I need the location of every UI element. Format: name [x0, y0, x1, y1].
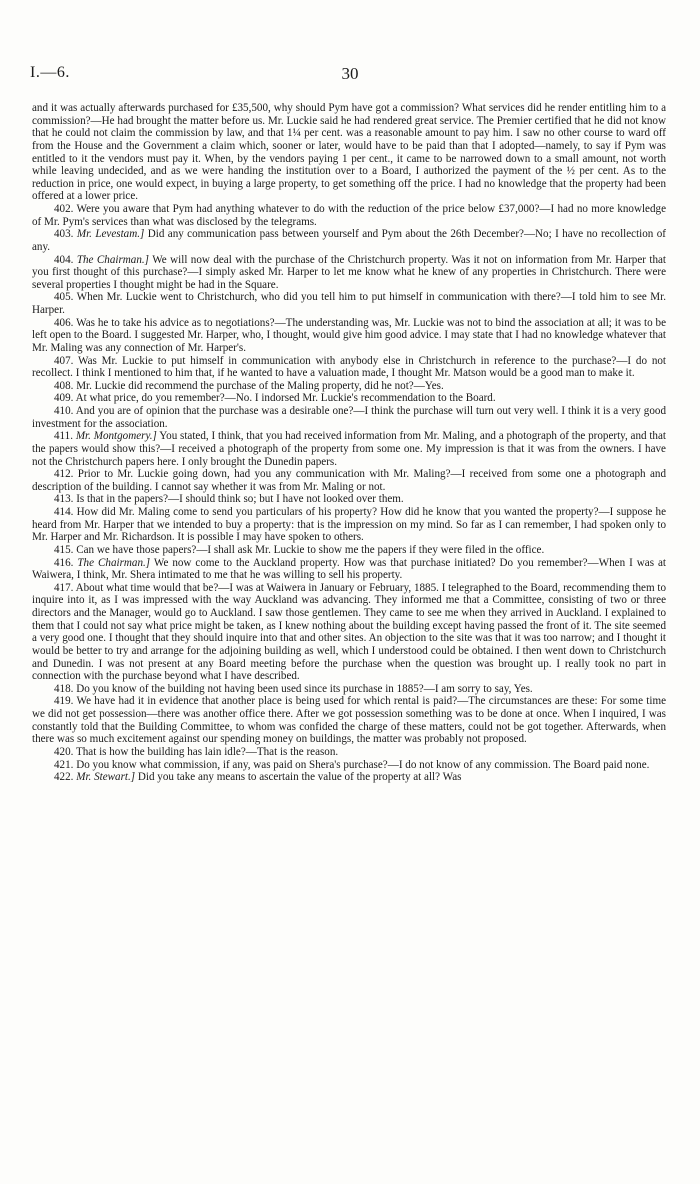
document-reference: I.—6.: [30, 64, 70, 81]
speaker-name: The Chairman.]: [76, 253, 149, 266]
document-body: [32, 102, 666, 784]
page-header: [30, 64, 670, 86]
paragraph: [32, 380, 666, 393]
page-number: 30: [341, 64, 359, 83]
paragraph-text: and it was actually afterwards purchased for £35,500, why should Pym have got a commission? What services did he render entitling him to a commission?—He had brought the matter before us. Mr. Luckie said he had rendered great service. The Premier certified that he did not know that he could not claim the commission by law, and that 1¼ per cent. was a reasonable amount to pay him. I saw no other course to ward off from the House and the Government a claim which, sooner or later, would have to be paid than that I adopted—namely, to say if Pym was entitled to it the vendors must pay it. When, by the vendors paying 1 per cent., it came to be narrowed down to a small amount, not worth while leaving undecided, and as we were handing the institution over to a Board, I authorized the payment of the ½ per cent. As to the reduction in price, one would expect, in buying a large property, to get something off the price. I had no knowledge that the property had been offered at a lower price.: [32, 102, 666, 203]
paragraph: [32, 506, 666, 544]
speaker-name: Mr. Stewart.]: [76, 771, 136, 784]
paragraph: [32, 228, 666, 253]
paragraph-text: 418. Do you know of the building not having been used since its purchase in 1885?—I am sorry to say, Yes.: [54, 682, 533, 695]
paragraph: [32, 695, 666, 746]
paragraph: [32, 392, 666, 405]
paragraph-text: 420. That is how the building has lain idle?—That is the reason.: [54, 745, 339, 758]
paragraph: [32, 557, 666, 582]
speaker-name: Mr. Levestam.]: [76, 228, 145, 241]
paragraph: [32, 203, 666, 228]
speaker-name: The Chairman.]: [77, 556, 151, 569]
paragraph: [32, 683, 666, 696]
paragraph-text: You stated, I think, that you had received information from Mr. Maling, and a photograph of the property, and that the papers would show this?—I received a photograph of the property from some one. My impression is that it was from the owners. I have not the Christchurch papers here. I only brought the Dunedin papers.: [32, 430, 666, 468]
paragraph-text: 414. How did Mr. Maling come to send you particulars of his property? How did he know that you wanted the property?—I suppose he heard from Mr. Harper that we intended to buy a property: that is the impression on my mind. So far as I can remember, I had spoken only to Mr. Harper and Mr. Richardson. It is possible I may have spoken to others.: [32, 506, 666, 544]
paragraph: [32, 102, 666, 203]
paragraph-text: 415. Can we have those papers?—I shall ask Mr. Luckie to show me the papers if they were filed in the office.: [54, 543, 545, 556]
paragraph-text: Did you take any means to ascertain the value of the property at all? Was: [137, 771, 462, 784]
paragraph-text: 408. Mr. Luckie did recommend the purchase of the Maling property, did he not?—Yes.: [54, 379, 444, 392]
question-number: 416.: [54, 556, 74, 569]
paragraph-text: 410. And you are of opinion that the purchase was a desirable one?—I think the purchase will turn out very well. I think it is a very good investment for the association.: [32, 405, 666, 430]
paragraph-text: 417. About what time would that be?—I was at Waiwera in January or February, 1885. I telegraphed to the Board, recommending them to inquire into it, as I was impressed with the way Auckland was advancing. They informed me that a Committee, consisting of two or three directors and the Manager, would go to Auckland. I saw those gentlemen. They came to see me when they arrived in Auckland. I explained to them that I could not say what price might be taken, as I knew nothing about the building except having passed the front of it. The site seemed a very good one. I thought that they should inquire into that and other sites. An objection to the site was that it was too narrow; and I thought it would be better to try and arrange for the adjoining building as well, which I understood could be obtained. I then went down to Christchurch and Dunedin. I was not present at any Board meeting before the purchase when the question was brought up. I really took no part in connection with the purchase beyond what I have described.: [32, 581, 666, 683]
paragraph-text: 406. Was he to take his advice as to negotiations?—The understanding was, Mr. Luckie was not to bind the association at all; it was to be left open to the Board. I suggested Mr. Harper, who, I thought, would give him good advice. I may state that I had no knowledge whatever that Mr. Maling was any connection of Mr. Harper's.: [32, 316, 666, 354]
paragraph-text: We now come to the Auckland property. How was that purchase initiated? Do you remember?—When I was at Waiwera, I think, Mr. Shera intimated to me that he was willing to sell his property.: [32, 556, 666, 582]
paragraph: [32, 582, 666, 683]
paragraph: [32, 355, 666, 380]
paragraph: [32, 405, 666, 430]
speaker-name: Mr. Montgomery.]: [75, 430, 157, 443]
paragraph-text: 409. At what price, do you remember?—No. I indorsed Mr. Luckie's recommendation to the Board.: [54, 392, 496, 405]
paragraph-text: 419. We have had it in evidence that another place is being used for which rental is paid?—The circumstances are these: For some time we did not get possession—there was another office there. After we got possession something was to be done at once. When I inquired, I was constantly told that the Building Committee, to whom was confided the charge of these matters, could not be got together. Afterwards, when there was so much excitement against our spending money on buildings, the matter was probably not proposed.: [32, 695, 666, 746]
paragraph: [32, 544, 666, 557]
paragraph: [32, 317, 666, 355]
paragraph-text: 402. Were you aware that Pym had anything whatever to do with the reduction of the price below £37,000?—I had no more knowledge of Mr. Pym's services than what was disclosed by the telegrams.: [32, 203, 666, 228]
paragraph: [32, 771, 666, 784]
paragraph-text: 413. Is that in the papers?—I should think so; but I have not looked over them.: [54, 493, 404, 506]
paragraph: [32, 468, 666, 493]
question-number: 422.: [54, 771, 74, 784]
paragraph-text: 405. When Mr. Luckie went to Christchurch, who did you tell him to put himself in communication with there?—I told him to see Mr. Harper.: [32, 291, 666, 316]
paragraph-text: Did any communication pass between yourself and Pym about the 26th December?—No; I have no recollection of any.: [32, 228, 666, 253]
question-number: 404.: [54, 253, 74, 266]
paragraph: [32, 254, 666, 292]
paragraph: [32, 430, 666, 468]
paragraph-text: We will now deal with the purchase of the Christchurch property. Was it not on information from Mr. Harper that you first thought of this purchase?—I simply asked Mr. Harper to let me know what he knew of any properties in Christchurch. There were several properties I thought might be had in the Square.: [32, 253, 666, 291]
paragraph-text: 412. Prior to Mr. Luckie going down, had you any communication with Mr. Maling?—I received from some one a photograph and description of the building. I cannot say whether it was from Mr. Maling or not.: [32, 468, 666, 493]
question-number: 403.: [54, 228, 74, 241]
paragraph: [32, 493, 666, 506]
paragraph: [32, 759, 666, 772]
paragraph: [32, 746, 666, 759]
question-number: 411.: [54, 430, 74, 443]
paragraph: [32, 291, 666, 316]
paragraph-text: 421. Do you know what commission, if any, was paid on Shera's purchase?—I do not know of any commission. The Board paid none.: [54, 758, 650, 771]
paragraph-text: 407. Was Mr. Luckie to put himself in communication with anybody else in Christchurch in reference to the purchase?—I do not recollect. I think I mentioned to him that, if he wanted to have a valuation made, I thought Mr. Matson would be a good man to make it.: [32, 354, 666, 380]
